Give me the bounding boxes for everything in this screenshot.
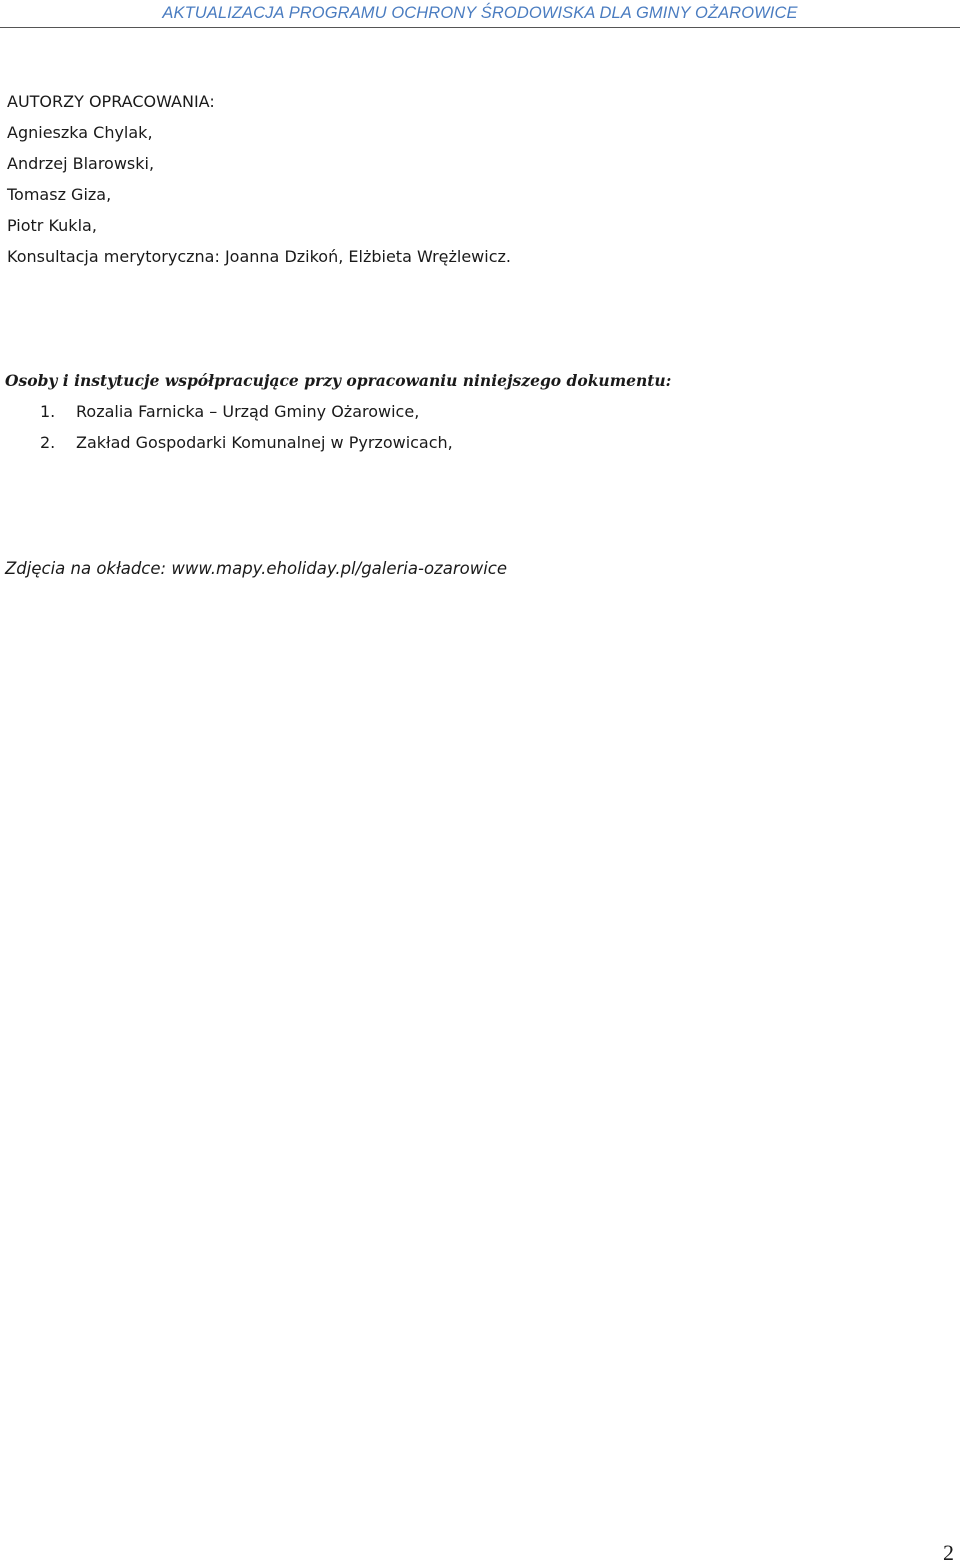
list-item-number: 2.: [40, 433, 56, 452]
author-name: Piotr Kukla,: [7, 216, 97, 235]
author-name: Tomasz Giza,: [7, 185, 112, 204]
author-name: Andrzej Blarowski,: [7, 154, 155, 173]
list-item-text: Rozalia Farnicka – Urząd Gminy Ożarowice,: [76, 402, 420, 421]
author-name: Agnieszka Chylak,: [7, 123, 153, 142]
page-number: 2: [943, 1540, 954, 1565]
cover-photos-credit: Zdjęcia na okładce: www.mapy.eholiday.pl/galeria-ozarowice: [5, 559, 508, 578]
list-item-number: 1.: [40, 402, 56, 421]
authors-heading: AUTORZY OPRACOWANIA:: [7, 92, 215, 111]
collaborators-heading: Osoby i instytucje współpracujące przy opracowaniu niniejszego dokumentu:: [5, 371, 672, 390]
running-header-title: AKTUALIZACJA PROGRAMU OCHRONY ŚRODOWISKA DLA GMINY OŻAROWICE: [162, 4, 798, 22]
consultation-line: Konsultacja merytoryczna: Joanna Dzikoń, Elżbieta Wrężlewicz.: [7, 247, 511, 266]
list-item-text: Zakład Gospodarki Komunalnej w Pyrzowicach,: [76, 433, 453, 452]
header-rule: [0, 27, 960, 28]
